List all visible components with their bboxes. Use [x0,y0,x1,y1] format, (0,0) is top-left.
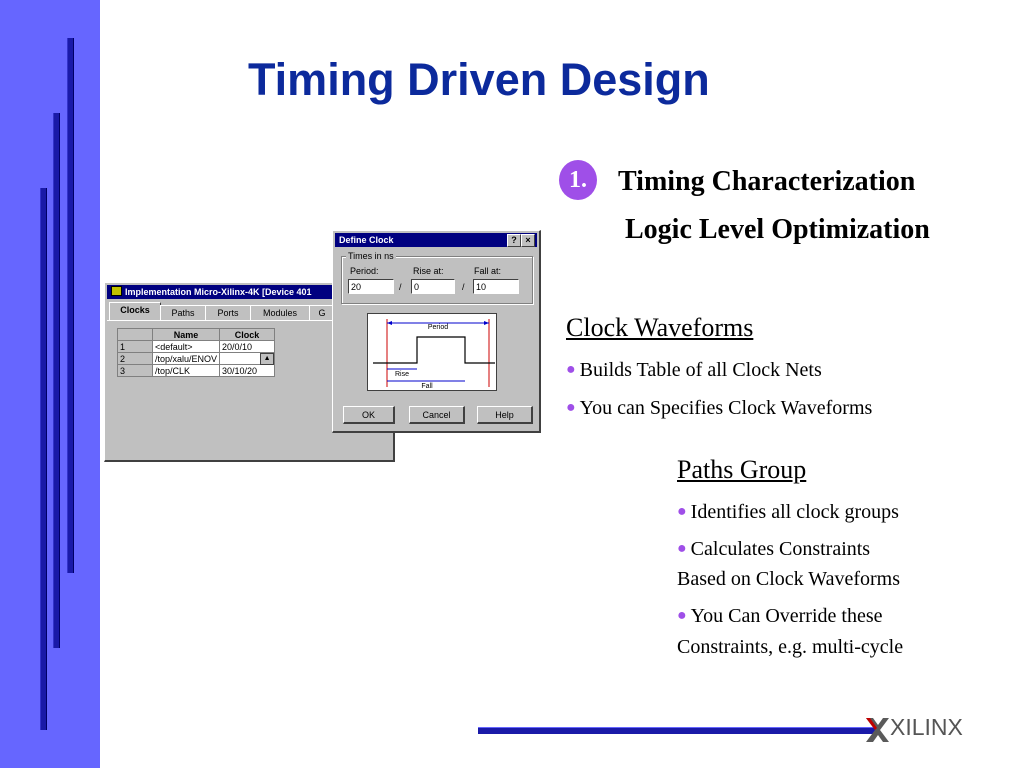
row-number[interactable]: 2 [118,353,153,365]
table-row[interactable] [118,353,275,365]
dropdown-button[interactable]: ▲ [260,353,274,365]
implementation-title: Implementation Micro-Xilinx-4K [Device 401 [125,287,312,297]
bullet-item: ● Builds Table of all Clock Nets [566,359,822,381]
bullet-icon: ● [677,607,687,624]
tab-g[interactable]: G [309,305,335,321]
separator-1: / [399,282,402,292]
ok-button[interactable]: OK [343,406,395,424]
table-row[interactable] [118,365,275,377]
tab-clocks[interactable]: Clocks [109,302,161,321]
table-corner [118,329,153,341]
tab-modules[interactable]: Modules [250,305,310,321]
cell-name[interactable]: /top/CLK [153,365,220,377]
bullet-icon: ● [677,503,687,520]
cell-clock-editor[interactable] [220,353,275,365]
bullet-icon: ● [566,399,576,416]
fall-input[interactable]: 10 [473,279,519,294]
heading-timing-characterization: Timing Characterization [618,166,916,197]
cancel-button[interactable]: Cancel [409,406,465,424]
bullet-continuation: Based on Clock Waveforms [677,568,900,590]
diagram-rise-label: Rise [394,371,410,378]
cell-name[interactable]: /top/xalu/ENOV [153,353,220,365]
help-titlebar-button[interactable]: ? [507,234,521,247]
period-label: Period: [350,266,379,276]
times-group-label: Times in ns [348,251,394,261]
bullet-item: ● You Can Override these [677,605,883,627]
column-header-clock[interactable]: Clock [220,329,275,341]
period-input[interactable]: 20 [348,279,394,294]
define-clock-dialog [332,230,541,433]
section-paths-group: Paths Group [677,455,807,484]
rise-label: Rise at: [413,266,444,276]
cell-name[interactable]: <default> [153,341,220,353]
bullet-item: ● Calculates Constraints [677,538,871,560]
bullet-item: ● You can Specifies Clock Waveforms [566,397,873,419]
cell-clock[interactable]: 20/0/10 [220,341,275,353]
row-number[interactable]: 3 [118,365,153,377]
row-number[interactable]: 1 [118,341,153,353]
separator-2: / [462,282,465,292]
bullet-icon: ● [677,540,687,557]
diagram-period-label: Period [427,324,449,331]
bullet-continuation: Constraints, e.g. multi-cycle [677,636,904,658]
tab-paths[interactable]: Paths [160,305,206,321]
app-icon [111,286,122,296]
decor-bar-3 [40,188,47,730]
cell-clock[interactable]: 30/10/20 [220,365,275,377]
clock-waveform-diagram [367,313,497,391]
table-row[interactable] [118,341,275,353]
heading-logic-level-optimization: Logic Level Optimization [625,214,930,245]
tab-ports[interactable]: Ports [205,305,251,321]
step-number-badge: 1. [559,160,597,200]
help-button[interactable]: Help [477,406,533,424]
decor-bar-1 [67,38,74,573]
bullet-item: ● Identifies all clock groups [677,501,899,523]
diagram-fall-label: Fall [421,383,433,390]
xilinx-logo-text: XILINX [890,714,963,740]
define-clock-titlebar[interactable] [335,233,537,247]
close-icon[interactable]: × [521,234,535,247]
sidebar-band [0,0,100,768]
bullet-icon: ● [566,361,576,378]
footer-rule [478,727,878,734]
decor-bar-2 [53,113,60,648]
clocks-table [117,328,275,377]
fall-label: Fall at: [474,266,502,276]
xilinx-logo-icon [864,716,890,744]
section-clock-waveforms: Clock Waveforms [566,313,754,342]
slide-title: Timing Driven Design [248,54,710,105]
rise-input[interactable]: 0 [411,279,455,294]
define-clock-title: Define Clock [339,235,394,245]
column-header-name[interactable]: Name [153,329,220,341]
